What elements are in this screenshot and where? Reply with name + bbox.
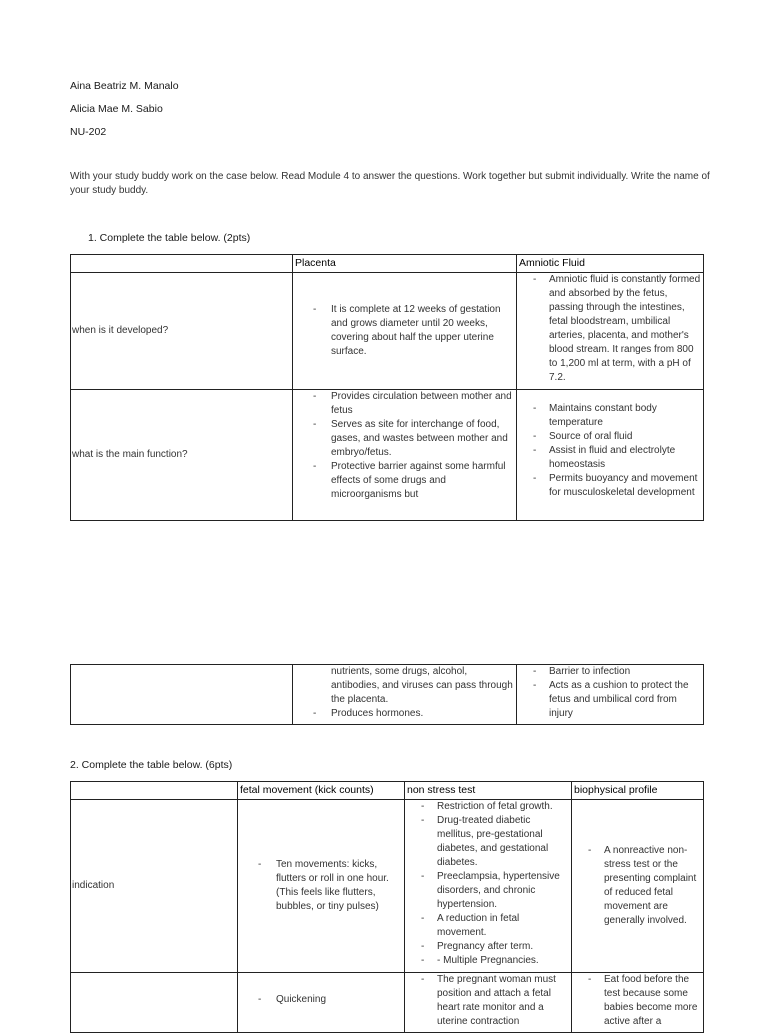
question-2-title: 2. Complete the table below. (6pts): [70, 759, 233, 771]
nst-indication-cell: [405, 800, 572, 973]
table-placenta-amniotic-continued: [70, 664, 704, 725]
table-placenta-amniotic: [70, 254, 704, 521]
table-row: [71, 800, 704, 973]
table-fetal-assessment: [70, 781, 704, 1033]
row-label-main-function: what is the main function?: [71, 390, 293, 521]
placenta-function-continued-cell: [293, 665, 517, 725]
list-item: - A nonreactive non-stress test or the presenting complaint of reduced fetal movement are generally involved.: [574, 844, 701, 928]
row-label-indication: indication: [71, 800, 238, 973]
amniotic-function-continued-cell: [517, 665, 704, 725]
list-item: - Pregnancy after term.: [407, 940, 569, 954]
row-label-when-developed: when is it developed?: [71, 273, 293, 390]
list-item: - Drug-treated diabetic mellitus, pre-gestational diabetes, and gestational diabetes.: [407, 814, 569, 870]
continued-blank-cell: [71, 665, 293, 725]
list-item: - A reduction in fetal movement.: [407, 912, 569, 940]
header-blank-cell: [71, 255, 293, 273]
header-non-stress-test: non stress test: [405, 782, 572, 800]
table-row: [71, 273, 704, 390]
list-item: - Serves as site for interchange of food, gases, and wastes between mother and embryo/fetus.: [295, 418, 514, 460]
student-name-2: Alicia Mae M. Sabio: [70, 103, 163, 115]
table-header-row: [71, 255, 704, 273]
course-code: NU-202: [70, 126, 107, 138]
table-row: [71, 665, 704, 725]
list-item: - Barrier to infection: [519, 665, 701, 679]
instructions-paragraph: With your study buddy work on the case below. Read Module 4 to answer the questions. Work together but submit individually. Write the name of your study buddy.: [70, 171, 710, 196]
list-item: - Ten movements: kicks, flutters or roll in one hour. (This feels like flutters, bubbles, or tiny pulses): [240, 858, 402, 914]
header-blank-cell: [71, 782, 238, 800]
header-amniotic-fluid: Amniotic Fluid: [517, 255, 704, 273]
list-item: - Restriction of fetal growth.: [407, 800, 569, 814]
list-item: - Source of oral fluid: [519, 430, 701, 444]
placenta-development-cell: [293, 273, 517, 390]
list-item: - It is complete at 12 weeks of gestation and grows diameter until 20 weeks, covering about half the upper uterine surface.: [295, 303, 514, 359]
bpp-indication-cell: [572, 800, 704, 973]
list-item: - - Multiple Pregnancies.: [407, 954, 569, 968]
header-placenta: Placenta: [293, 255, 517, 273]
header-fetal-movement: fetal movement (kick counts): [238, 782, 405, 800]
list-item: - Quickening: [240, 993, 402, 1007]
student-name-1: Aina Beatriz M. Manalo: [70, 80, 179, 92]
list-item: - Acts as a cushion to protect the fetus and umbilical cord from injury: [519, 679, 701, 721]
amniotic-development-cell: [517, 273, 704, 390]
list-item: - Produces hormones.: [295, 707, 514, 721]
list-item: - Protective barrier against some harmful effects of some drugs and microorganisms but: [295, 460, 514, 502]
list-item: - Amniotic fluid is constantly formed and absorbed by the fetus, passing through the intestines, fetal bloodstream, umbilical arteries, placenta, and mother's blood stream. It ranges from 800 to 1,200 ml at term, with a pH of 7.2.: [519, 273, 701, 385]
list-item: - Eat food before the test because some babies become more active after a: [574, 973, 701, 1029]
amniotic-function-cell: [517, 390, 704, 521]
list-item: - The pregnant woman must position and attach a fetal heart rate monitor and a uterine contraction: [407, 973, 569, 1029]
list-item: - Permits buoyancy and movement for musculoskeletal development: [519, 472, 701, 500]
placenta-function-continued-text: nutrients, some drugs, alcohol, antibodies, and viruses can pass through the placenta.: [331, 666, 513, 705]
fetal-movement-indication-cell: [238, 800, 405, 973]
list-item: - Assist in fluid and electrolyte homeostasis: [519, 444, 701, 472]
list-item: - Provides circulation between mother and fetus: [295, 390, 514, 418]
table-row: [71, 390, 704, 521]
list-item: - Preeclampsia, hypertensive disorders, and chronic hypertension.: [407, 870, 569, 912]
placenta-function-cell: [293, 390, 517, 521]
question-1-title: 1. Complete the table below. (2pts): [88, 232, 251, 244]
list-item: - Maintains constant body temperature: [519, 402, 701, 430]
header-biophysical-profile: biophysical profile: [572, 782, 704, 800]
table-header-row: [71, 782, 704, 800]
